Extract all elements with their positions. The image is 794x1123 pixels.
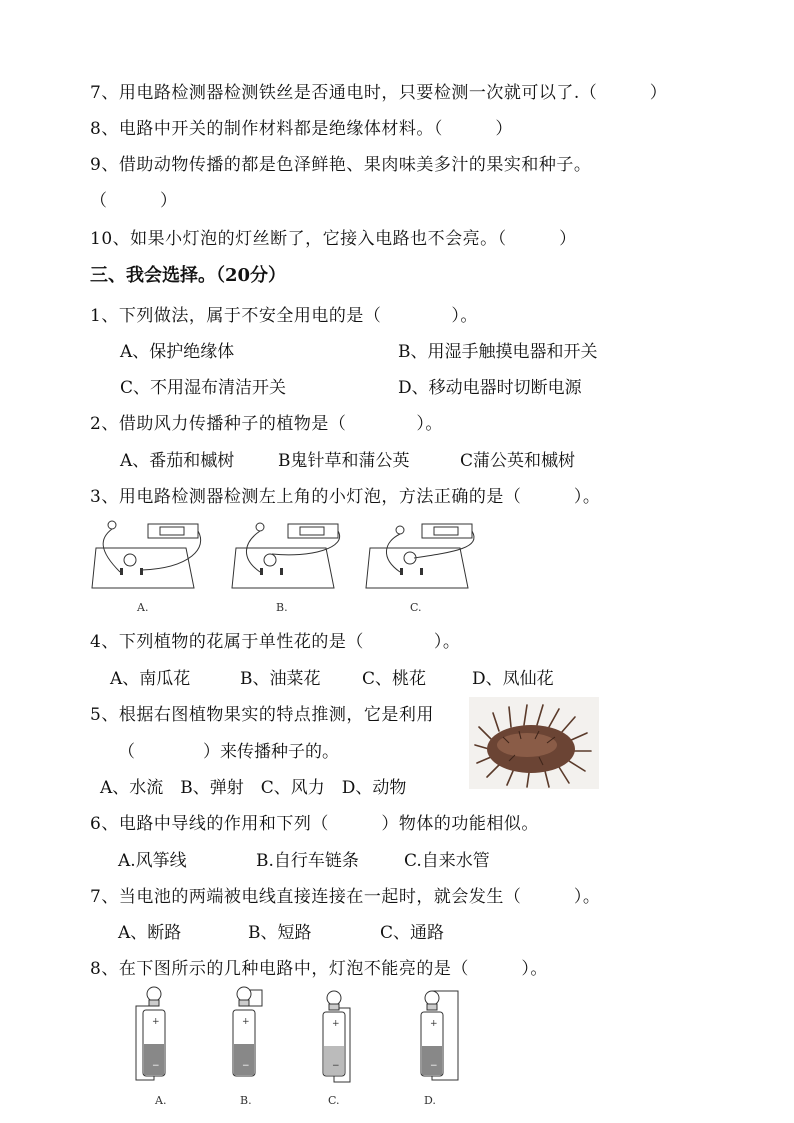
svg-text:+: + [332,1019,340,1029]
judge-q10: 10、如果小灯泡的灯丝断了，它接入电路也不会亮。（ ） [90,229,577,249]
svg-text:+: + [430,1019,438,1029]
choice-q4-a: A、南瓜花 [110,669,191,689]
svg-text:+: + [242,1017,250,1027]
choice-q5-stem1: 5、根据右图植物果实的特点推测，它是利用 [90,705,434,725]
judge-q9-line1: 9、借助动物传播的都是色泽鲜艳、果肉味美多汁的果实和种子。 [90,155,592,175]
choice-q5-options: A、水流 B、弹射 C、风力 D、动物 [100,778,407,798]
choice-q1-a: A、保护绝缘体 [120,342,235,362]
choice-q1-c: C、不用湿布清洁开关 [120,378,287,398]
q8-caption-b: B. [240,1094,252,1107]
q3-caption-b: B. [276,601,288,614]
choice-q6-stem: 6、电路中导线的作用和下列（ ）物体的功能相似。 [90,814,539,834]
circuit-tester-diagram-b [230,518,348,596]
choice-q4-d: D、凤仙花 [472,669,554,689]
svg-text:−: − [152,1061,160,1071]
choice-q3-stem: 3、用电路检测器检测左上角的小灯泡，方法正确的是（ ）。 [90,487,601,507]
choice-q2-stem: 2、借助风力传播种子的植物是（ ）。 [90,414,443,434]
q8-caption-a: A. [155,1094,167,1107]
choice-q2-a: A、番茄和槭树 [120,451,235,471]
battery-bulb-diagram-a [132,984,182,1084]
choice-q4-b: B、油菜花 [240,669,321,689]
judge-q9-line2: （ ） [90,191,178,211]
judge-q7: 7、用电路检测器检测铁丝是否通电时，只要检测一次就可以了.（ ） [90,83,668,103]
battery-bulb-diagram-c [312,984,362,1084]
choice-q2-c: C蒲公英和槭树 [460,451,576,471]
choice-q1-stem: 1、下列做法，属于不安全用电的是（ ）。 [90,306,478,326]
choice-q1-d: D、移动电器时切断电源 [398,378,582,398]
svg-text:−: − [332,1061,340,1071]
choice-q6-b: B.自行车链条 [256,851,359,871]
circuit-tester-diagram-c [364,518,482,596]
q8-caption-c: C. [328,1094,340,1107]
svg-text:−: − [430,1061,438,1071]
choice-q1-b: B、用湿手触摸电器和开关 [398,342,598,362]
judge-q8: 8、电路中开关的制作材料都是绝缘体材料。（ ） [90,119,513,139]
battery-bulb-diagram-b [222,984,272,1084]
choice-q6-a: A.风筝线 [118,851,187,871]
choice-q4-c: C、桃花 [362,669,427,689]
spiky-fruit-image [469,697,599,789]
choice-q7-a: A、断路 [118,923,182,943]
section-title: 三、我会选择。（20分） [90,265,287,286]
choice-q6-c: C.自来水管 [404,851,490,871]
q3-caption-c: C. [410,601,422,614]
svg-text:+: + [152,1017,160,1027]
choice-q7-c: C、通路 [380,923,445,943]
q3-caption-a: A. [137,601,149,614]
svg-text:−: − [242,1061,250,1071]
choice-q7-stem: 7、当电池的两端被电线直接连接在一起时，就会发生（ ）。 [90,887,601,907]
choice-q2-b: B鬼针草和蒲公英 [278,451,410,471]
circuit-tester-diagram-a [90,518,208,596]
q8-caption-d: D. [424,1094,436,1107]
choice-q4-stem: 4、下列植物的花属于单性花的是（ ）。 [90,632,461,652]
choice-q5-stem2: （ ）来传播种子的。 [118,742,339,762]
battery-bulb-diagram-d [410,984,466,1084]
choice-q7-b: B、短路 [248,923,312,943]
choice-q8-stem: 8、在下图所示的几种电路中，灯泡不能亮的是（ ）。 [90,959,548,979]
